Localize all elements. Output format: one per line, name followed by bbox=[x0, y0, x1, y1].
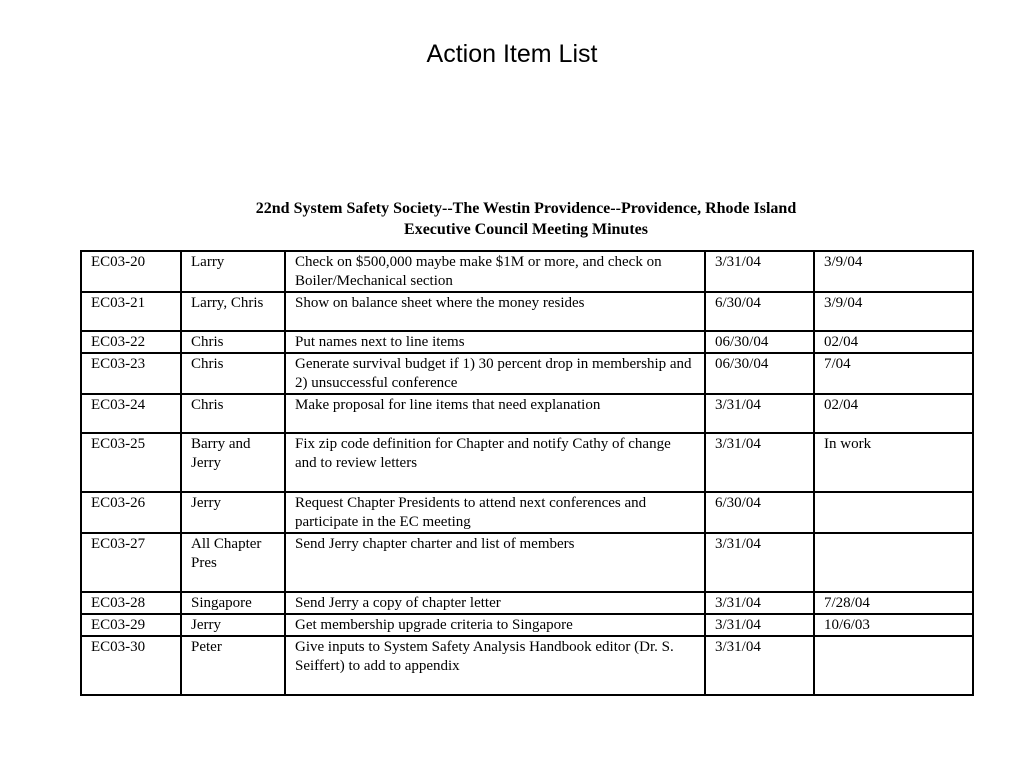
item-owner-cell: Singapore bbox=[181, 592, 285, 614]
item-due-cell: 06/30/04 bbox=[705, 353, 814, 394]
item-description-cell: Request Chapter Presidents to attend next conferences and participate in the EC meeting bbox=[285, 492, 705, 533]
document-heading-line2: Executive Council Meeting Minutes bbox=[404, 221, 648, 238]
item-due-cell: 3/31/04 bbox=[705, 433, 814, 492]
table-row bbox=[81, 636, 973, 695]
item-description-cell: Show on balance sheet where the money resides bbox=[285, 292, 705, 331]
item-id-cell: EC03-23 bbox=[81, 353, 181, 394]
item-description-cell: Give inputs to System Safety Analysis Handbook editor (Dr. S. Seiffert) to add to appendix bbox=[285, 636, 705, 695]
item-owner-cell: Larry bbox=[181, 251, 285, 292]
table-row bbox=[81, 492, 973, 533]
item-description-cell: Make proposal for line items that need explanation bbox=[285, 394, 705, 433]
item-status-cell: 02/04 bbox=[814, 394, 973, 433]
item-owner-cell: Chris bbox=[181, 394, 285, 433]
action-items-table bbox=[80, 250, 974, 696]
item-due-cell: 3/31/04 bbox=[705, 592, 814, 614]
item-due-cell: 3/31/04 bbox=[705, 533, 814, 592]
item-due-cell: 3/31/04 bbox=[705, 636, 814, 695]
item-owner-cell: Jerry bbox=[181, 614, 285, 636]
item-status-cell: 7/04 bbox=[814, 353, 973, 394]
table-row bbox=[81, 353, 973, 394]
item-description-cell: Send Jerry a copy of chapter letter bbox=[285, 592, 705, 614]
slide-title: Action Item List bbox=[426, 40, 598, 68]
table-row bbox=[81, 533, 973, 592]
item-status-cell: 3/9/04 bbox=[814, 292, 973, 331]
table-row bbox=[81, 433, 973, 492]
item-description-cell: Check on $500,000 maybe make $1M or more, and check on Boiler/Mechanical section bbox=[285, 251, 705, 292]
item-id-cell: EC03-21 bbox=[81, 292, 181, 331]
table-row bbox=[81, 251, 973, 292]
item-status-cell: 10/6/03 bbox=[814, 614, 973, 636]
item-description-cell: Generate survival budget if 1) 30 percent drop in membership and 2) unsuccessful conference bbox=[285, 353, 705, 394]
item-owner-cell: Barry and Jerry bbox=[181, 433, 285, 492]
item-due-cell: 3/31/04 bbox=[705, 394, 814, 433]
item-id-cell: EC03-24 bbox=[81, 394, 181, 433]
item-status-cell: 7/28/04 bbox=[814, 592, 973, 614]
table-row bbox=[81, 331, 973, 353]
item-status-cell: In work bbox=[814, 433, 973, 492]
item-owner-cell: Peter bbox=[181, 636, 285, 695]
item-status-cell: 02/04 bbox=[814, 331, 973, 353]
item-description-cell: Get membership upgrade criteria to Singapore bbox=[285, 614, 705, 636]
table-row bbox=[81, 614, 973, 636]
item-id-cell: EC03-26 bbox=[81, 492, 181, 533]
item-description-cell: Send Jerry chapter charter and list of members bbox=[285, 533, 705, 592]
item-due-cell: 3/31/04 bbox=[705, 614, 814, 636]
item-status-cell: 3/9/04 bbox=[814, 251, 973, 292]
item-status-cell bbox=[814, 636, 973, 695]
table-row bbox=[81, 592, 973, 614]
item-id-cell: EC03-27 bbox=[81, 533, 181, 592]
item-owner-cell: Jerry bbox=[181, 492, 285, 533]
item-id-cell: EC03-30 bbox=[81, 636, 181, 695]
item-due-cell: 06/30/04 bbox=[705, 331, 814, 353]
item-owner-cell: Larry, Chris bbox=[181, 292, 285, 331]
item-description-cell: Put names next to line items bbox=[285, 331, 705, 353]
item-owner-cell: All Chapter Pres bbox=[181, 533, 285, 592]
item-owner-cell: Chris bbox=[181, 353, 285, 394]
table-row bbox=[81, 292, 973, 331]
item-id-cell: EC03-29 bbox=[81, 614, 181, 636]
item-due-cell: 6/30/04 bbox=[705, 492, 814, 533]
item-status-cell bbox=[814, 492, 973, 533]
item-id-cell: EC03-28 bbox=[81, 592, 181, 614]
item-id-cell: EC03-22 bbox=[81, 331, 181, 353]
item-due-cell: 3/31/04 bbox=[705, 251, 814, 292]
item-owner-cell: Chris bbox=[181, 331, 285, 353]
item-id-cell: EC03-20 bbox=[81, 251, 181, 292]
document-heading bbox=[80, 198, 972, 240]
item-status-cell bbox=[814, 533, 973, 592]
document-heading-line1: 22nd System Safety Society--The Westin Providence--Providence, Rhode Island bbox=[255, 200, 797, 217]
item-description-cell: Fix zip code definition for Chapter and notify Cathy of change and to review letters bbox=[285, 433, 705, 492]
item-id-cell: EC03-25 bbox=[81, 433, 181, 492]
table-row bbox=[81, 394, 973, 433]
item-due-cell: 6/30/04 bbox=[705, 292, 814, 331]
